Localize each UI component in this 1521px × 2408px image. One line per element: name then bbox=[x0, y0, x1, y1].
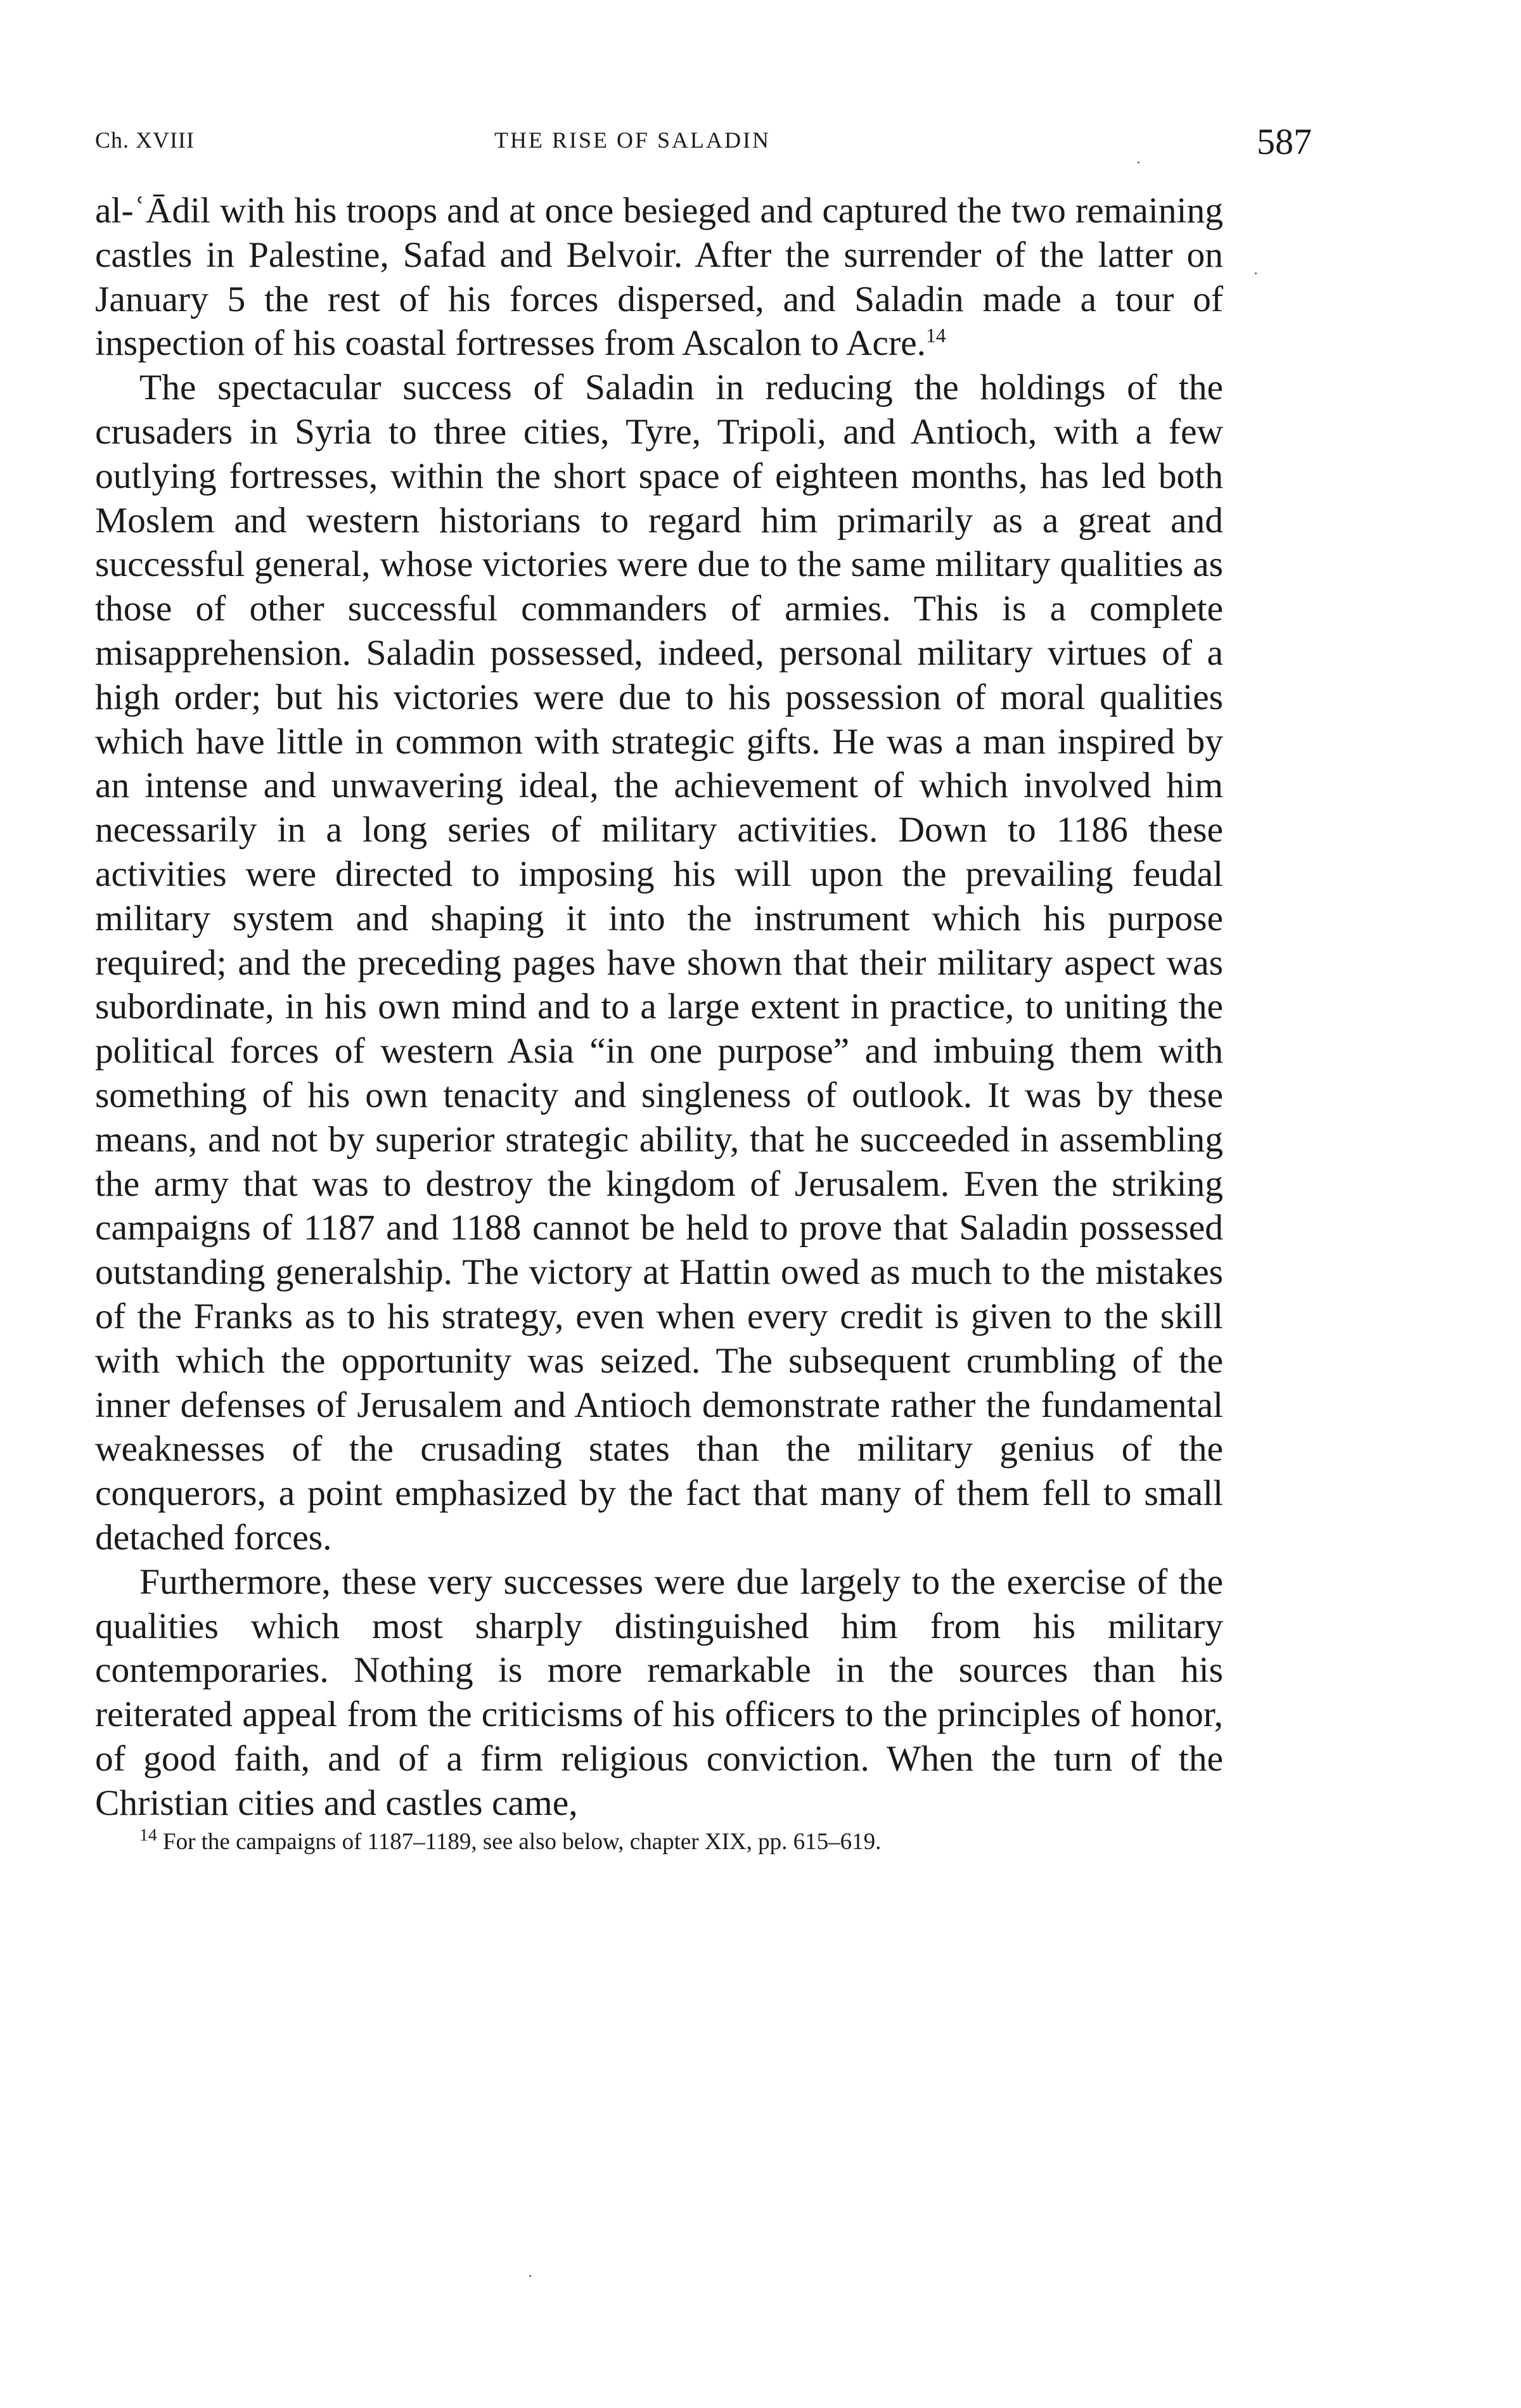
chapter-label: Ch. XVIII bbox=[95, 127, 195, 153]
paper-speck bbox=[1138, 162, 1139, 163]
book-page bbox=[95, 120, 1312, 1857]
footnote-reference: 14 bbox=[926, 324, 946, 347]
paragraph-text: al-ʿĀdil with his troops and at once besieged and captured the two remaining castles in Palestine, Safad and Belvoir. After the surrender of the latter on January 5 the rest of his forces dispersed, and Saladin made a tour of inspection of his coastal fortresses from Ascalon to Acre. bbox=[95, 191, 1223, 364]
paragraph-text: The spectacular success of Saladin in reducing the holdings of the crusaders in Syria to three cities, Tyre, Tripoli, and Antioch, with a few outlying fortresses, within the short space of eighteen months, has led both Moslem and western historians to regard him primarily as a great and successful general, whose victories were due to the same military qualities as those of other successful commanders of armies. This is a complete misapprehension. Saladin possessed, indeed, personal military virtues of a high order; but his victories were due to his possession of moral qualities which have little in common with strategic gifts. He was a man inspired by an intense and unwavering ideal, the achievement of which involved him necessarily in a long series of military activities. Down to 1186 these activities were directed to imposing his will upon the prevailing feudal military system and shaping it into the instrument which his purpose required; and the preceding pages have shown that their military aspect was subordinate, in his own mind and to a large extent in practice, to uniting the political forces of western Asia “in one purpose” and imbuing them with something of his own tenacity and singleness of outlook. It was by these means, and not by superior strategic ability, that he succeeded in assembling the army that was to destroy the kingdom of Jerusalem. Even the striking campaigns of 1187 and 1188 cannot be held to prove that Saladin possessed outstanding generalship. The victory at Hattin owed as much to the mistakes of the Franks as to his strategy, even when every credit is given to the skill with which the opportunity was seized. The subsequent crumbling of the inner defenses of Jerusalem and Antioch demonstrate rather the fundamental weaknesses of the crusading states than the military genius of the conquerors, a point emphasized by the fact that many of them fell to small detached forces. bbox=[95, 368, 1223, 1558]
footnote-marker: 14 bbox=[139, 1826, 157, 1846]
paragraph-text: Furthermore, these very successes were due largely to the exercise of the qualities which most sharply distinguished him from his military contemporaries. Nothing is more remarkable in the sources than his reiterated appeal from the criticisms of his officers to the principles of honor, of good faith, and of a firm religious conviction. When the turn of the Christian cities and castles came, bbox=[95, 1561, 1223, 1823]
paragraph bbox=[95, 1560, 1223, 1826]
running-head bbox=[95, 120, 1312, 171]
paragraph bbox=[95, 366, 1223, 1560]
footnote bbox=[95, 1828, 1223, 1857]
running-title: THE RISE OF SALADIN bbox=[494, 127, 771, 153]
paragraph bbox=[95, 189, 1223, 366]
body-text bbox=[95, 189, 1223, 1825]
page-number: 587 bbox=[1257, 121, 1312, 162]
paper-speck bbox=[1255, 272, 1257, 274]
footnote-text: For the campaigns of 1187–1189, see also below, chapter XIX, pp. 615–619. bbox=[163, 1829, 882, 1855]
paper-speck bbox=[529, 2275, 531, 2277]
